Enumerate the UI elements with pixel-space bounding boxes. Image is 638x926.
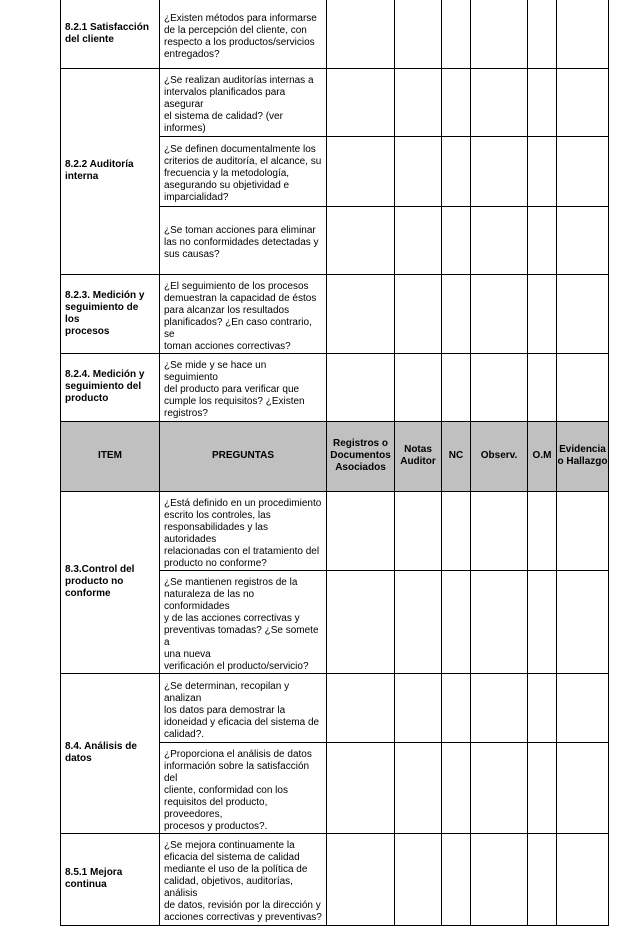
observ-cell[interactable] (471, 136, 528, 206)
table-header-row (61, 421, 609, 491)
notas-cell[interactable] (395, 833, 442, 925)
nc-cell[interactable] (442, 833, 471, 925)
header-registros (327, 421, 395, 491)
question-cell (160, 0, 327, 68)
table-row (61, 673, 609, 742)
audit-checklist (60, 0, 608, 926)
evidencia-cell[interactable] (557, 136, 609, 206)
om-cell[interactable] (528, 491, 557, 570)
item-cell (61, 274, 160, 353)
observ-cell[interactable] (471, 742, 528, 833)
question-text: ¿Se toman acciones para eliminar las no conformidades detectadas y sus causas? (164, 225, 319, 260)
table-row (61, 68, 609, 136)
question-cell (160, 570, 327, 673)
evidencia-cell[interactable] (557, 274, 609, 353)
item-cell (61, 833, 160, 925)
header-notas-label: Notas Auditor (400, 444, 436, 467)
header-om (528, 421, 557, 491)
om-cell[interactable] (528, 68, 557, 136)
header-evidencia (557, 421, 609, 491)
observ-cell[interactable] (471, 0, 528, 68)
question-cell (160, 206, 327, 274)
notas-cell[interactable] (395, 136, 442, 206)
registros-cell[interactable] (327, 570, 395, 673)
observ-cell[interactable] (471, 570, 528, 673)
nc-cell[interactable] (442, 570, 471, 673)
header-item (61, 421, 160, 491)
observ-cell[interactable] (471, 833, 528, 925)
item-cell (61, 491, 160, 673)
om-cell[interactable] (528, 206, 557, 274)
observ-cell[interactable] (471, 206, 528, 274)
question-text: ¿Está definido en un procedimiento escrito los controles, las responsabilidades y las autoridades relacionadas con el tratamiento del producto no conforme? (164, 497, 322, 569)
nc-cell[interactable] (442, 136, 471, 206)
nc-cell[interactable] (442, 206, 471, 274)
registros-cell[interactable] (327, 0, 395, 68)
question-cell (160, 136, 327, 206)
registros-cell[interactable] (327, 136, 395, 206)
question-text: ¿Se mejora continuamente la eficacia del sistema de calidad mediante el uso de la política de calidad, objetivos, auditorías, análisis de datos, revisión por la dirección y acciones correctivas y preventivas? (164, 840, 322, 923)
notas-cell[interactable] (395, 742, 442, 833)
nc-cell[interactable] (442, 673, 471, 742)
audit-table (60, 0, 609, 926)
nc-cell[interactable] (442, 68, 471, 136)
header-om-label: O.M (532, 450, 552, 461)
header-item-label: ITEM (98, 450, 122, 461)
om-cell[interactable] (528, 353, 557, 421)
question-cell (160, 742, 327, 833)
item-cell (61, 353, 160, 421)
registros-cell[interactable] (327, 68, 395, 136)
item-cell (61, 673, 160, 833)
question-cell (160, 353, 327, 421)
notas-cell[interactable] (395, 206, 442, 274)
observ-cell[interactable] (471, 353, 528, 421)
table-row (61, 353, 609, 421)
evidencia-cell[interactable] (557, 833, 609, 925)
om-cell[interactable] (528, 833, 557, 925)
question-cell (160, 68, 327, 136)
evidencia-cell[interactable] (557, 491, 609, 570)
question-cell (160, 673, 327, 742)
question-cell (160, 491, 327, 570)
header-preguntas-label: PREGUNTAS (211, 450, 275, 461)
evidencia-cell[interactable] (557, 742, 609, 833)
evidencia-cell[interactable] (557, 206, 609, 274)
om-cell[interactable] (528, 570, 557, 673)
question-text: ¿Se mantienen registros de la naturaleza de las no conformidades y de las acciones correctivas y preventivas tomadas? ¿Se somete a una nueva verificación el producto/servicio? (164, 576, 319, 672)
item-label: 8.5.1 Mejora continua (65, 867, 123, 890)
question-text: ¿Se realizan auditorías internas a intervalos planificados para asegurar el sistema de calidad? (ver informes) (164, 75, 314, 134)
registros-cell[interactable] (327, 833, 395, 925)
header-evidencia-label: Evidencia o Hallazgo (557, 444, 608, 467)
question-text: ¿Proporciona el análisis de datos información sobre la satisfacción del cliente, conformidad con los requisitos del producto, proveedores, procesos y productos?. (164, 748, 312, 832)
notas-cell[interactable] (395, 570, 442, 673)
header-preguntas (160, 421, 327, 491)
nc-cell[interactable] (442, 491, 471, 570)
question-text: ¿Se definen documentalmente los criterios de auditoría, el alcance, su frecuencia y la metodología, asegurando su objetividad e imparcialidad? (164, 144, 322, 203)
observ-cell[interactable] (471, 68, 528, 136)
item-label: 8.4. Análisis de datos (65, 741, 137, 764)
registros-cell[interactable] (327, 206, 395, 274)
registros-cell[interactable] (327, 491, 395, 570)
header-observ-label: Observ. (480, 450, 518, 461)
om-cell[interactable] (528, 0, 557, 68)
item-cell (61, 0, 160, 68)
registros-cell[interactable] (327, 274, 395, 353)
item-label: 8.2.2 Auditoría interna (65, 159, 134, 182)
item-label: 8.3.Control del producto no conforme (65, 564, 135, 599)
notas-cell[interactable] (395, 274, 442, 353)
notas-cell[interactable] (395, 491, 442, 570)
om-cell[interactable] (528, 742, 557, 833)
notas-cell[interactable] (395, 353, 442, 421)
nc-cell[interactable] (442, 0, 471, 68)
evidencia-cell[interactable] (557, 673, 609, 742)
registros-cell[interactable] (327, 353, 395, 421)
header-observ (471, 421, 528, 491)
header-notas (395, 421, 442, 491)
question-text: ¿El seguimiento de los procesos demuestran la capacidad de éstos para alcanzar los resultados planificados? ¿En caso contrario, se toman acciones correctivas? (164, 280, 317, 352)
nc-cell[interactable] (442, 742, 471, 833)
table-row (61, 0, 609, 68)
observ-cell[interactable] (471, 274, 528, 353)
header-nc (442, 421, 471, 491)
question-text: ¿Se mide y se hace un seguimiento del producto para verificar que cumple los requisitos? ¿Existen registros? (164, 360, 305, 419)
notas-cell[interactable] (395, 68, 442, 136)
notas-cell[interactable] (395, 673, 442, 742)
evidencia-cell[interactable] (557, 353, 609, 421)
question-text: ¿Se determinan, recopilan y analizan los datos para demostrar la idoneidad y eficacia del sistema de calidad?. (164, 680, 320, 740)
table-row (61, 274, 609, 353)
om-cell[interactable] (528, 274, 557, 353)
notas-cell[interactable] (395, 0, 442, 68)
table-row (61, 491, 609, 570)
evidencia-cell[interactable] (557, 570, 609, 673)
nc-cell[interactable] (442, 353, 471, 421)
evidencia-cell[interactable] (557, 68, 609, 136)
table-row (61, 833, 609, 925)
observ-cell[interactable] (471, 673, 528, 742)
nc-cell[interactable] (442, 274, 471, 353)
om-cell[interactable] (528, 673, 557, 742)
observ-cell[interactable] (471, 491, 528, 570)
question-cell (160, 833, 327, 925)
header-registros-label: Registros o Documentos Asociados (330, 438, 391, 473)
header-nc-label: NC (448, 450, 464, 461)
evidencia-cell[interactable] (557, 0, 609, 68)
item-cell (61, 68, 160, 274)
question-cell (160, 274, 327, 353)
registros-cell[interactable] (327, 673, 395, 742)
item-label: 8.2.4. Medición y seguimiento del producto (65, 369, 145, 404)
item-label: 8.2.1 Satisfacción del cliente (65, 21, 149, 45)
question-text: ¿Existen métodos para informarse de la percepción del cliente, con respecto a los productos/servicios entregados? (164, 12, 317, 60)
om-cell[interactable] (528, 136, 557, 206)
item-label: 8.2.3. Medición y seguimiento de los procesos (65, 289, 145, 337)
registros-cell[interactable] (327, 742, 395, 833)
